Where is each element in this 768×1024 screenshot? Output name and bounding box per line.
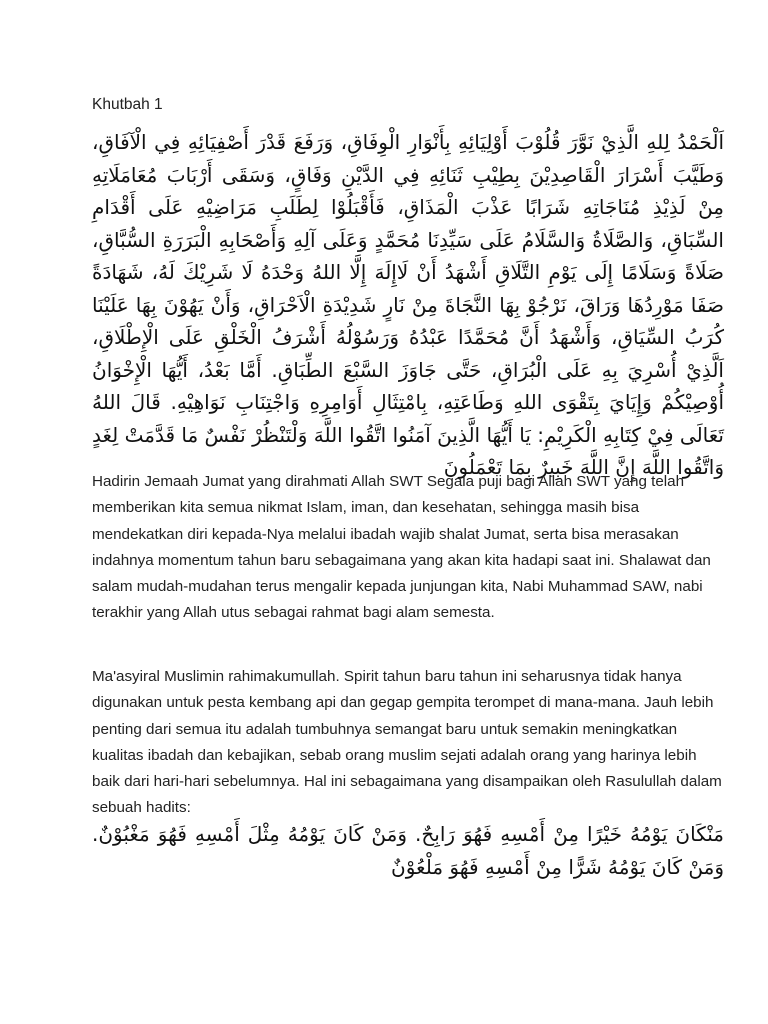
body-paragraph-2: Ma'asyiral Muslimin rahimakumullah. Spirit tahun baru tahun ini seharusnya tidak hanya digunakan untuk pesta kembang api dan gegap gempita terompet di mana-mana. Jauh lebih penting dari semua itu adalah tumbuhnya semangat baru untuk semakin meningkatkan kualitas ibadah dan kebajikan, sebab orang muslim sejati adalah orang yang harinya lebih baik dari hari-hari sebelumnya. Hal ini sebagaimana yang disampaikan oleh Rasulullah dalam sebuah hadits:	[92, 668, 722, 817]
arabic-opening-prayer: اَلْحَمْدُ لِلهِ الَّذِيْ نَوَّرَ قُلُوْبَ أَوْلِيَائِهِ بِأَنْوَارِ الْوِفَاقِ، وَرَفَعَ قَدْرَ أَصْفِيَائِهِ فِي الْآفَاقِ، وَطَيَّبَ أَسْرَارَ الْقَاصِدِيْنَ بِطِيْبِ ثَنَائِهِ فِي الدَّيْنِ وَفَاقٍ، وَسَقَى أَرْبَابَ مُعَامَلَاتِهِ مِنْ لَذِيْذِ مُنَاجَاتِهِ شَرَابًا عَذْبَ الْمَذَاقِ، فَأَقْبَلُوْا لِطَلَبِ مَرَاضِيْهِ عَلَى أَقْدَامِ السِّبَاقِ، وَالصَّلَاةُ وَالسَّلَامُ عَلَى سَيِّدِنَا مُحَمَّدٍ وَعَلَى آلِهِ وَأَصْحَابِهِ الْبَرَرَةِ السُّبَّاقِ، صَلَاةً وَسَلَامًا إِلَى يَوْمِ التَّلَاقِ أَشْهَدُ أَنْ لَاإِلَهَ إِلَّا اللهُ وَحْدَهُ لَا شَرِيْكَ لَهُ، شَهَادَةً صَفَا مَوْرِدُهَا وَرَاقَ، نَرْجُوْ بِهَا النَّجَاةَ مِنْ نَارٍ شَدِيْدَةِ الْاَحْرَاقِ، وَأَنْ يَهُوْنَ بِهَا عَلَيْنَا كُرَبُ السِّيَاقِ، وَأَشْهَدُ أَنَّ مُحَمَّدًا عَبْدُهُ وَرَسُوْلُهُ أَشْرَفُ الْخَلْقِ عَلَى الْإِطْلَاقِ، اَلَّذِيْ أُسْرِيَ بِهِ عَلَى الْبُرَاقِ، حَتَّى جَاوَزَ السَّبْعَ الطِّبَاقِ. أَمَّا بَعْدُ، أَيُّهَا الْإِخْوَانُ أُوْصِيْكُمْ وَإِيَايَ بِتَقْوَى اللهِ وَطَاعَتِهِ، بِامْتِثَالِ أَوَامِرِهِ وَاجْتِنَابِ نَوَاهِيْهِ. قَالَ اللهُ تَعَالَى فِيْ كِتَابِهِ الْكَرِيْمِ: يَا أَيُّهَا الَّذِينَ آمَنُوا اتَّقُوا اللَّهَ وَلْتَنْظُرْ نَفْسٌ مَا قَدَّمَتْ لِغَدٍ وَاتَّقُوا اللَّهَ إِنَّ اللَّهَ خَبِيرٌ بِمَا تَعْمَلُونَ	[92, 130, 724, 479]
document-title: Khutbah 1	[92, 96, 163, 113]
body-paragraph-1: Hadirin Jemaah Jumat yang dirahmati Allah SWT Segala puji bagi Allah SWT yang telah memberikan kita semua nikmat Islam, iman, dan kesehatan, sehingga masih bisa mendekatkan diri kepada-Nya melalui ibadah wajib shalat Jumat, serta bisa merasakan indahnya momentum tahun baru sebagaimana yang akan kita hadapi saat ini. Shalawat dan salam mudah-mudahan terus mengalir kepada junjungan kita, Nabi Muhammad SAW, nabi terakhir yang Allah utus sebagai rahmat bagi alam semesta.	[92, 473, 711, 622]
document-page	[92, 0, 724, 1024]
arabic-hadith-quote: مَنْكَانَ يَوْمُهُ خَيْرًا مِنْ أَمْسِهِ فَهُوَ رَابِحٌ. وَمَنْ كَانَ يَوْمُهُ مِثْلَ أَمْسِهِ فَهُوَ مَغْبُوْنٌ. وَمَنْ كَانَ يَوْمُهُ شَرًّا مِنْ أَمْسِهِ فَهُوَ مَلْعُوْنٌ	[92, 822, 724, 879]
